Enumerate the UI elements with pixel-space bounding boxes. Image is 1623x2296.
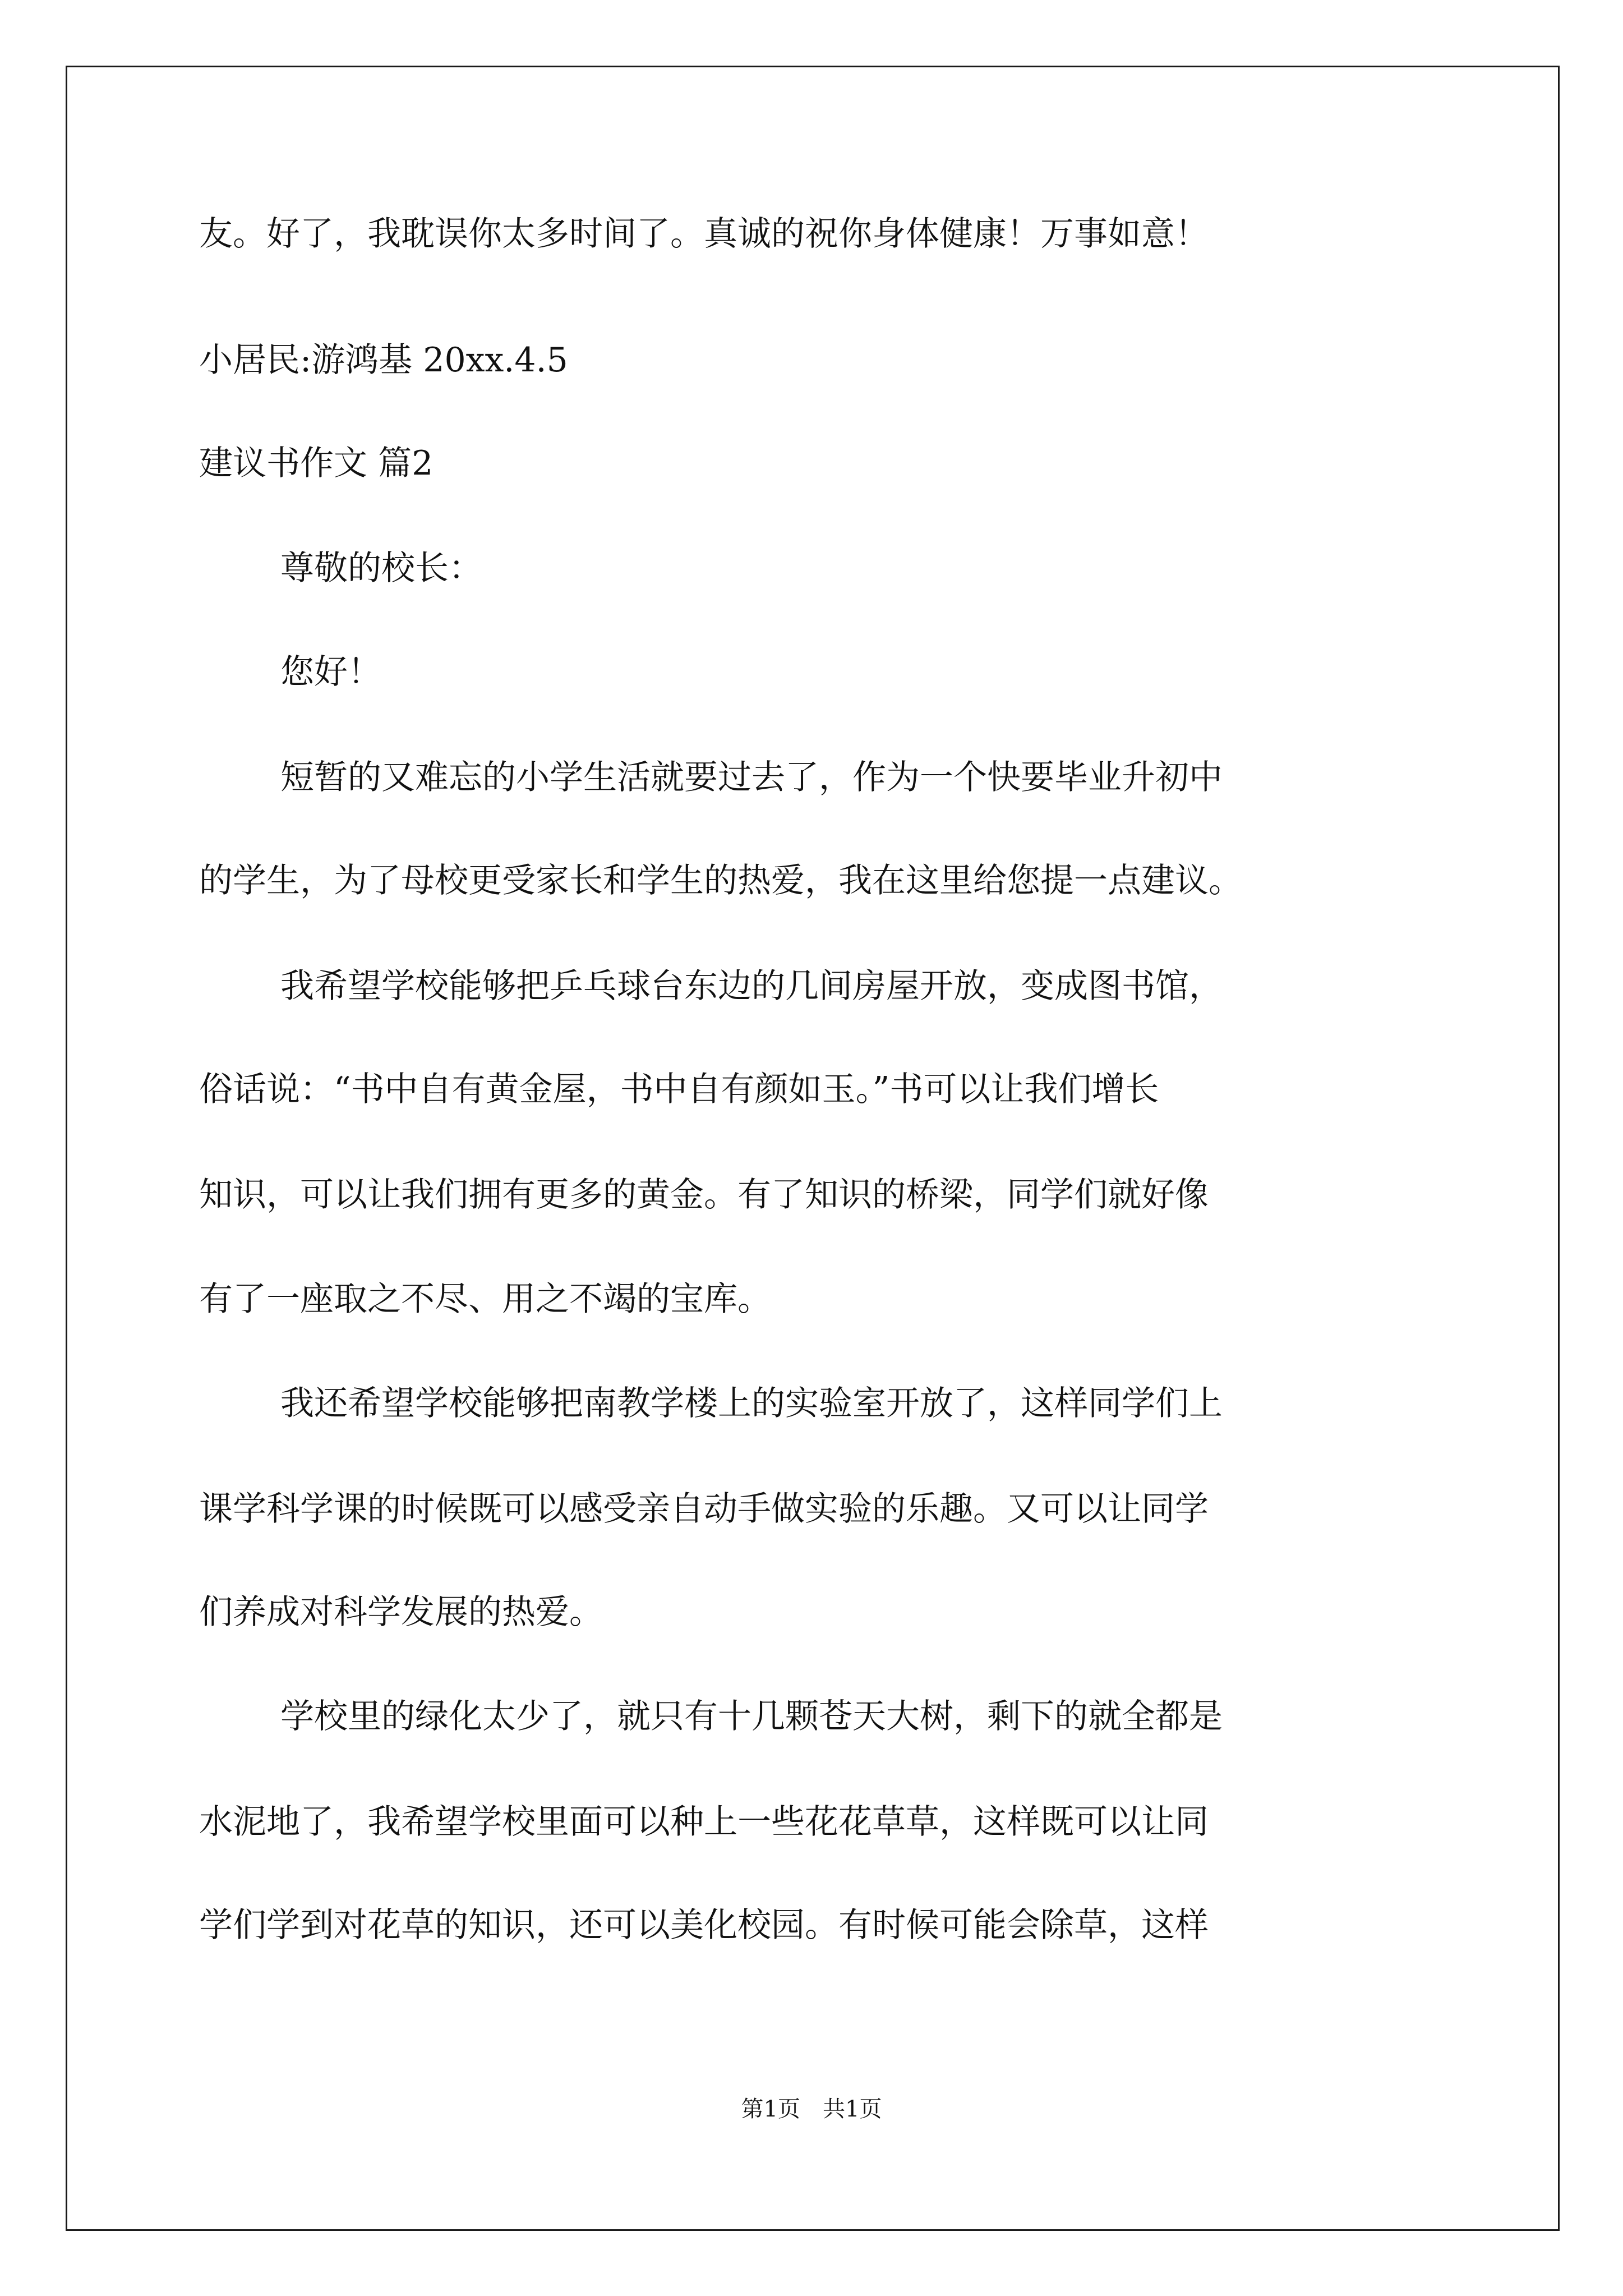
greeting: 您好！ (280, 652, 381, 692)
text-line: 们养成对科学发展的热爱。 (199, 1593, 603, 1632)
salutation: 尊敬的校长： (280, 549, 482, 588)
text-line: 有了一座取之不尽、用之不竭的宝库。 (199, 1280, 771, 1319)
text-line: 学校里的绿化太少了，就只有十几颗苍天大树，剩下的就全都是 (280, 1697, 1223, 1736)
text-line: 友。好了，我耽误你太多时间了。真诚的祝你身体健康！万事如意！ (199, 214, 1209, 254)
text-line: 知识，可以让我们拥有更多的黄金。有了知识的桥梁，同学们就好像 (199, 1175, 1209, 1214)
text-line: 短暂的又难忘的小学生活就要过去了，作为一个快要毕业升初中 (280, 758, 1223, 797)
text-line: 课学科学课的时候既可以感受亲自动手做实验的乐趣。又可以让同学 (199, 1489, 1209, 1529)
section-heading: 建议书作文 篇2 (199, 444, 434, 483)
signature-line: 小居民:游鸿基 20xx.4.5 (199, 341, 568, 380)
text-line: 的学生，为了母校更受家长和学生的热爱，我在这里给您提一点建议。 (199, 861, 1242, 900)
text-line: 我还希望学校能够把南教学楼上的实验室开放了，这样同学们上 (280, 1384, 1223, 1423)
page-footer: 第1页 共1页 (741, 2096, 882, 2122)
text-line: 水泥地了，我希望学校里面可以种上一些花花草草，这样既可以让同 (199, 1802, 1209, 1842)
text-line: 我希望学校能够把乒乓球台东边的几间房屋开放，变成图书馆， (280, 967, 1223, 1006)
text-line: 俗话说：“书中自有黄金屋，书中自有颜如玉。”书可以让我们增长 (199, 1070, 1159, 1109)
text-line: 学们学到对花草的知识，还可以美化校园。有时候可能会除草，这样 (199, 1906, 1209, 1945)
